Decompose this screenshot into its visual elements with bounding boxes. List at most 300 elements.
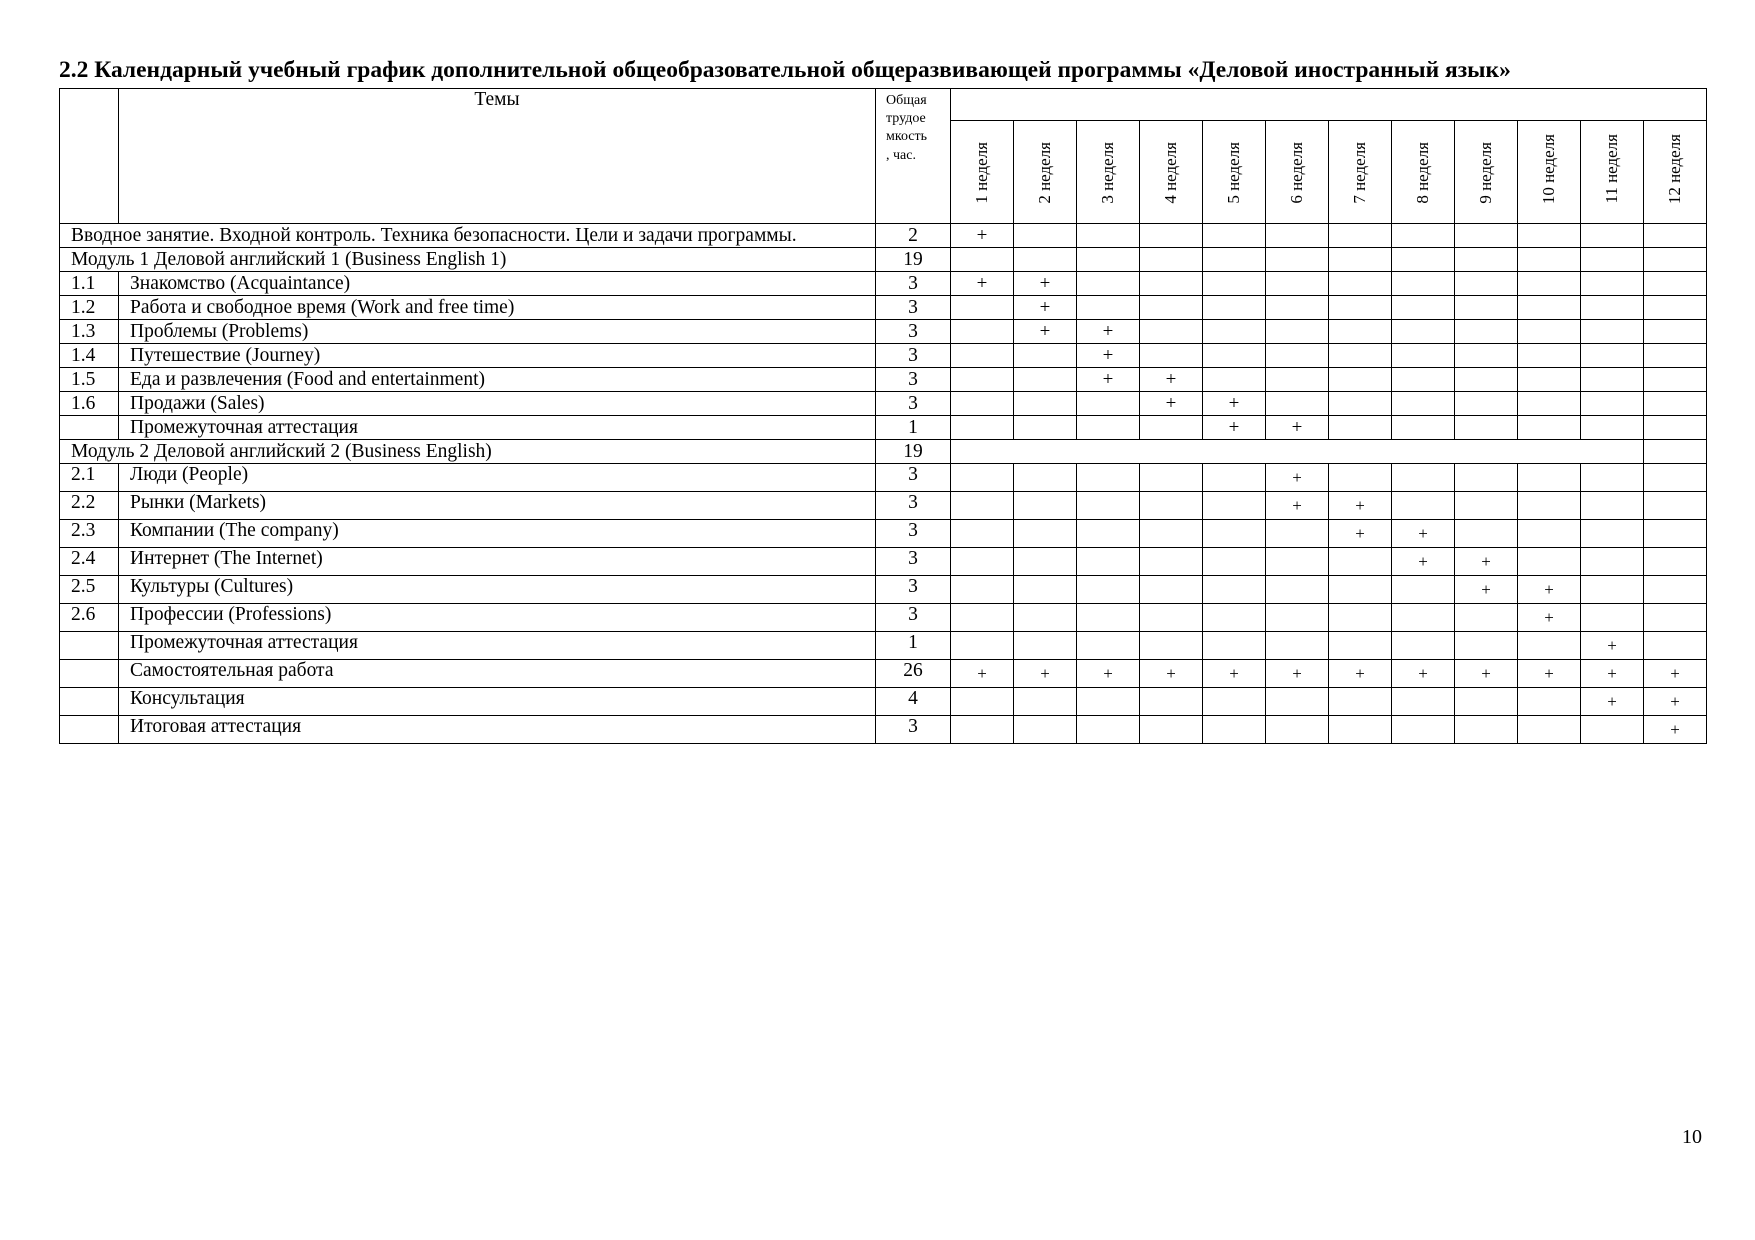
week-cell [1581, 320, 1644, 344]
row-topic: Компании (The company) [119, 520, 876, 548]
row-hours: 3 [876, 368, 951, 392]
row-topic: Профессии (Professions) [119, 604, 876, 632]
table-row [60, 440, 1707, 464]
week-cell: + [1581, 632, 1644, 660]
week-cell [1581, 520, 1644, 548]
week-cell: + [1014, 660, 1077, 688]
week-cell: + [1014, 296, 1077, 320]
week-cell [1518, 716, 1581, 744]
week-cell [1329, 368, 1392, 392]
week-cell [1266, 224, 1329, 248]
table-row [60, 716, 1707, 744]
row-number: 2.6 [60, 604, 119, 632]
row-number: 2.5 [60, 576, 119, 604]
week-cell [1644, 632, 1707, 660]
week-cell [1581, 548, 1644, 576]
week-cell [1581, 272, 1644, 296]
week-cell [1203, 716, 1266, 744]
header-week-label: 11 неделя [1602, 134, 1621, 204]
week-cell [951, 248, 1014, 272]
week-cell [1455, 248, 1518, 272]
week-cell [1266, 688, 1329, 716]
week-cell [1392, 416, 1455, 440]
week-cell [1140, 464, 1203, 492]
week-cell [1077, 392, 1140, 416]
row-number [60, 632, 119, 660]
week-cell [1329, 576, 1392, 604]
row-topic: Промежуточная аттестация [119, 416, 876, 440]
week-cell [1455, 344, 1518, 368]
week-cell: + [1518, 660, 1581, 688]
week-cell [1581, 392, 1644, 416]
row-hours: 3 [876, 392, 951, 416]
week-cell [1014, 688, 1077, 716]
row-number: 1.4 [60, 344, 119, 368]
header-week-label: 7 неделя [1350, 142, 1369, 204]
week-cell: + [1140, 392, 1203, 416]
week-cell [1203, 548, 1266, 576]
row-hours: 3 [876, 548, 951, 576]
week-cell: + [951, 224, 1014, 248]
week-cell [1581, 604, 1644, 632]
week-cell [1077, 716, 1140, 744]
header-week-5 [1203, 121, 1266, 224]
week-cell [1329, 296, 1392, 320]
week-cell [1455, 492, 1518, 520]
week-cell [1203, 604, 1266, 632]
row-number [60, 716, 119, 744]
header-week-label: 12 неделя [1665, 133, 1685, 204]
header-total-hours [876, 89, 951, 224]
header-topics: Темы [119, 89, 876, 224]
week-cell: + [1455, 660, 1518, 688]
week-cell [1266, 296, 1329, 320]
week-cell [1518, 548, 1581, 576]
week-cell [1329, 604, 1392, 632]
row-hours: 3 [876, 464, 951, 492]
row-topic: Культуры (Cultures) [119, 576, 876, 604]
week-cell [1455, 604, 1518, 632]
week-cell [1014, 604, 1077, 632]
header-total-hours-line: Общая [886, 93, 927, 108]
week-cell [1203, 344, 1266, 368]
week-cell: + [1203, 660, 1266, 688]
week-cell [1329, 716, 1392, 744]
week-cell [951, 576, 1014, 604]
header-week-10 [1518, 121, 1581, 224]
week-cell [951, 632, 1014, 660]
week-cell [1014, 716, 1077, 744]
row-number: 2.3 [60, 520, 119, 548]
week-cell [1644, 440, 1707, 464]
week-cell [1455, 320, 1518, 344]
week-cell [1518, 632, 1581, 660]
week-cell [1518, 368, 1581, 392]
row-topic: Итоговая аттестация [119, 716, 876, 744]
header-total-hours-line: трудое [886, 111, 926, 127]
week-cell [951, 344, 1014, 368]
row-topic: Работа и свободное время (Work and free time) [119, 296, 876, 320]
table-row [60, 576, 1707, 604]
week-cell: + [1455, 548, 1518, 576]
header-week-label: 9 неделя [1476, 142, 1495, 204]
week-cell [1077, 248, 1140, 272]
week-cell [1266, 344, 1329, 368]
header-week-label: 1 неделя [972, 142, 991, 204]
week-cell: + [1644, 688, 1707, 716]
row-topic: Продажи (Sales) [119, 392, 876, 416]
row-number: 1.2 [60, 296, 119, 320]
week-cell [1329, 248, 1392, 272]
week-cell [1392, 344, 1455, 368]
week-cell [1392, 464, 1455, 492]
week-cell [1518, 688, 1581, 716]
header-week-label: 2 неделя [1035, 142, 1054, 204]
week-cell [1644, 344, 1707, 368]
week-cell [1644, 272, 1707, 296]
page-number: 10 [1682, 1126, 1702, 1148]
week-cell [1392, 368, 1455, 392]
week-cell [1140, 576, 1203, 604]
week-cell [1266, 576, 1329, 604]
row-hours: 4 [876, 688, 951, 716]
week-cell [1077, 272, 1140, 296]
week-cell [1203, 576, 1266, 604]
week-cell [1077, 688, 1140, 716]
week-cell [1203, 492, 1266, 520]
week-cell: + [1077, 344, 1140, 368]
header-week-12 [1644, 121, 1707, 224]
week-cell [1266, 320, 1329, 344]
week-cell [1266, 716, 1329, 744]
row-topic: Модуль 1 Деловой английский 1 (Business English 1) [60, 248, 876, 272]
week-cell: + [1392, 520, 1455, 548]
week-cell [1203, 248, 1266, 272]
week-cell [1077, 632, 1140, 660]
week-cell [1455, 416, 1518, 440]
week-cell [1518, 416, 1581, 440]
week-cell: + [1266, 416, 1329, 440]
week-cell [1077, 576, 1140, 604]
week-cell [1266, 632, 1329, 660]
week-cell [1077, 296, 1140, 320]
week-cell [1140, 688, 1203, 716]
header-week-1 [951, 121, 1014, 224]
week-cell [1392, 688, 1455, 716]
week-cell [1329, 272, 1392, 296]
week-cell [1392, 716, 1455, 744]
table-row [60, 248, 1707, 272]
week-cell [1014, 632, 1077, 660]
week-cell [1329, 632, 1392, 660]
week-cell [1077, 224, 1140, 248]
week-cell: + [1203, 416, 1266, 440]
row-hours: 26 [876, 660, 951, 688]
row-hours: 3 [876, 604, 951, 632]
week-cell [1077, 520, 1140, 548]
table-row [60, 520, 1707, 548]
week-cell: + [1140, 660, 1203, 688]
week-cell [1518, 520, 1581, 548]
week-cell [1140, 272, 1203, 296]
week-cell: + [1518, 576, 1581, 604]
week-cell: + [1077, 320, 1140, 344]
week-cell [1518, 492, 1581, 520]
row-number [60, 660, 119, 688]
week-cell [1140, 632, 1203, 660]
week-cell [1329, 224, 1392, 248]
week-cell [1077, 416, 1140, 440]
week-cell [1581, 492, 1644, 520]
week-cell [1581, 224, 1644, 248]
week-cell [1581, 248, 1644, 272]
week-cell [1266, 368, 1329, 392]
week-cell [1392, 320, 1455, 344]
week-cell [1392, 492, 1455, 520]
header-week-label: 3 неделя [1098, 142, 1117, 204]
week-cell [1644, 224, 1707, 248]
week-cell: + [1266, 464, 1329, 492]
week-cell [1644, 416, 1707, 440]
week-cell [1140, 320, 1203, 344]
week-cell [1455, 224, 1518, 248]
week-cell [1329, 464, 1392, 492]
row-hours: 3 [876, 492, 951, 520]
week-cell [1518, 464, 1581, 492]
row-hours: 19 [876, 248, 951, 272]
week-cell [1140, 224, 1203, 248]
week-cell [1644, 576, 1707, 604]
week-cell [1581, 464, 1644, 492]
week-cell [1518, 344, 1581, 368]
week-cell [1392, 576, 1455, 604]
table-row [60, 368, 1707, 392]
week-cell [1203, 224, 1266, 248]
week-cell [1392, 632, 1455, 660]
row-topic: Самостоятельная работа [119, 660, 876, 688]
week-cell: + [1329, 520, 1392, 548]
row-topic: Интернет (The Internet) [119, 548, 876, 576]
row-number: 1.6 [60, 392, 119, 416]
week-cell [1329, 320, 1392, 344]
row-topic: Знакомство (Acquaintance) [119, 272, 876, 296]
week-cell [1455, 368, 1518, 392]
row-topic: Модуль 2 Деловой английский 2 (Business English) [60, 440, 876, 464]
header-week-label: 10 неделя [1539, 133, 1558, 204]
week-cell [951, 416, 1014, 440]
week-cell: + [1392, 660, 1455, 688]
week-cell [1203, 688, 1266, 716]
header-week-9 [1455, 121, 1518, 224]
week-cell [1014, 248, 1077, 272]
week-cell [1329, 344, 1392, 368]
week-cell: + [1644, 716, 1707, 744]
row-hours: 3 [876, 296, 951, 320]
week-cell [1266, 272, 1329, 296]
week-cell [1644, 464, 1707, 492]
header-number-cell [60, 89, 119, 224]
week-cell [1455, 464, 1518, 492]
week-cell [1518, 296, 1581, 320]
table-row [60, 224, 1707, 248]
week-cell [1203, 320, 1266, 344]
week-cell [1140, 296, 1203, 320]
week-cell [1203, 272, 1266, 296]
week-cell [1329, 392, 1392, 416]
week-cell [1014, 576, 1077, 604]
header-week-3 [1077, 121, 1140, 224]
week-cell [1140, 492, 1203, 520]
week-cell [1518, 392, 1581, 416]
row-topic: Проблемы (Problems) [119, 320, 876, 344]
week-cell [951, 520, 1014, 548]
week-cell [1014, 464, 1077, 492]
week-cell: + [1644, 660, 1707, 688]
header-weeks-group [951, 89, 1707, 121]
week-cell [1014, 344, 1077, 368]
row-number: 1.3 [60, 320, 119, 344]
week-cell [1455, 272, 1518, 296]
week-cell [1266, 520, 1329, 548]
week-cell [1581, 576, 1644, 604]
row-hours: 2 [876, 224, 951, 248]
header-week-label: 6 неделя [1287, 142, 1306, 204]
week-cell: + [1014, 272, 1077, 296]
row-number: 2.2 [60, 492, 119, 520]
week-cell [1329, 548, 1392, 576]
week-cell [1392, 272, 1455, 296]
week-cell: + [1329, 492, 1392, 520]
week-cell [1203, 368, 1266, 392]
row-hours: 1 [876, 632, 951, 660]
week-cell: + [1077, 368, 1140, 392]
week-cell [1644, 296, 1707, 320]
table-row [60, 296, 1707, 320]
week-cell [1140, 604, 1203, 632]
row-number [60, 416, 119, 440]
week-cell [951, 548, 1014, 576]
week-cell [951, 492, 1014, 520]
row-hours: 19 [876, 440, 951, 464]
week-cell [1392, 296, 1455, 320]
week-cell [951, 604, 1014, 632]
header-week-label: 4 неделя [1161, 142, 1180, 204]
row-topic: Еда и развлечения (Food and entertainment) [119, 368, 876, 392]
week-cell [1392, 604, 1455, 632]
table-row [60, 660, 1707, 688]
row-topic: Промежуточная аттестация [119, 632, 876, 660]
week-cell [1518, 320, 1581, 344]
header-week-label: 8 неделя [1413, 142, 1432, 204]
week-cell [1518, 248, 1581, 272]
row-hours: 3 [876, 716, 951, 744]
row-number: 2.4 [60, 548, 119, 576]
week-cell [1266, 392, 1329, 416]
week-cell: + [1581, 688, 1644, 716]
week-cell: + [1581, 660, 1644, 688]
row-topic: Люди (People) [119, 464, 876, 492]
week-cell [1203, 296, 1266, 320]
row-number: 1.1 [60, 272, 119, 296]
week-cell [1455, 520, 1518, 548]
week-cell [1014, 520, 1077, 548]
table-row [60, 344, 1707, 368]
week-cell [1140, 344, 1203, 368]
week-cell [1266, 604, 1329, 632]
week-cell [1140, 716, 1203, 744]
week-cell [1266, 548, 1329, 576]
header-week-7 [1329, 121, 1392, 224]
header-week-4 [1140, 121, 1203, 224]
week-cell [1581, 296, 1644, 320]
table-row [60, 688, 1707, 716]
week-cell [1518, 272, 1581, 296]
week-cell [951, 716, 1014, 744]
week-cell [1329, 416, 1392, 440]
week-cell [1140, 520, 1203, 548]
week-cell [1644, 368, 1707, 392]
week-cell [1518, 224, 1581, 248]
table-row [60, 272, 1707, 296]
document-title: 2.2 Календарный учебный график дополнительной общеобразовательной общеразвивающей программы «Деловой иностранный язык» [59, 57, 1511, 83]
week-cell: + [1329, 660, 1392, 688]
header-week-8 [1392, 121, 1455, 224]
week-cell [1077, 464, 1140, 492]
header-week-2 [1014, 121, 1077, 224]
week-cell [1392, 224, 1455, 248]
table-row [60, 464, 1707, 492]
week-cell [1455, 716, 1518, 744]
week-cell [1329, 688, 1392, 716]
week-cell [951, 392, 1014, 416]
week-cell [1014, 492, 1077, 520]
week-cell [951, 368, 1014, 392]
week-cell: + [1392, 548, 1455, 576]
module-week-span [951, 440, 1644, 464]
table-row [60, 548, 1707, 576]
week-cell [1077, 604, 1140, 632]
table-row [60, 492, 1707, 520]
row-topic: Путешествие (Journey) [119, 344, 876, 368]
week-cell [1455, 688, 1518, 716]
row-topic: Консультация [119, 688, 876, 716]
header-total-hours-line: мкость [886, 129, 928, 145]
week-cell: + [1014, 320, 1077, 344]
row-number: 1.5 [60, 368, 119, 392]
week-cell [1644, 320, 1707, 344]
week-cell [951, 296, 1014, 320]
week-cell [1014, 548, 1077, 576]
row-hours: 3 [876, 320, 951, 344]
week-cell [1644, 548, 1707, 576]
week-cell: + [1140, 368, 1203, 392]
week-cell: + [1203, 392, 1266, 416]
week-cell [1266, 248, 1329, 272]
row-hours: 3 [876, 272, 951, 296]
week-cell [1014, 368, 1077, 392]
week-cell [1644, 520, 1707, 548]
week-cell: + [951, 660, 1014, 688]
table-row [60, 416, 1707, 440]
week-cell [1140, 416, 1203, 440]
header-week-11 [1581, 121, 1644, 224]
week-cell [1644, 248, 1707, 272]
row-topic: Вводное занятие. Входной контроль. Техника безопасности. Цели и задачи программы. [60, 224, 876, 248]
week-cell [1392, 248, 1455, 272]
table-row [60, 604, 1707, 632]
week-cell: + [1455, 576, 1518, 604]
week-cell [1581, 368, 1644, 392]
